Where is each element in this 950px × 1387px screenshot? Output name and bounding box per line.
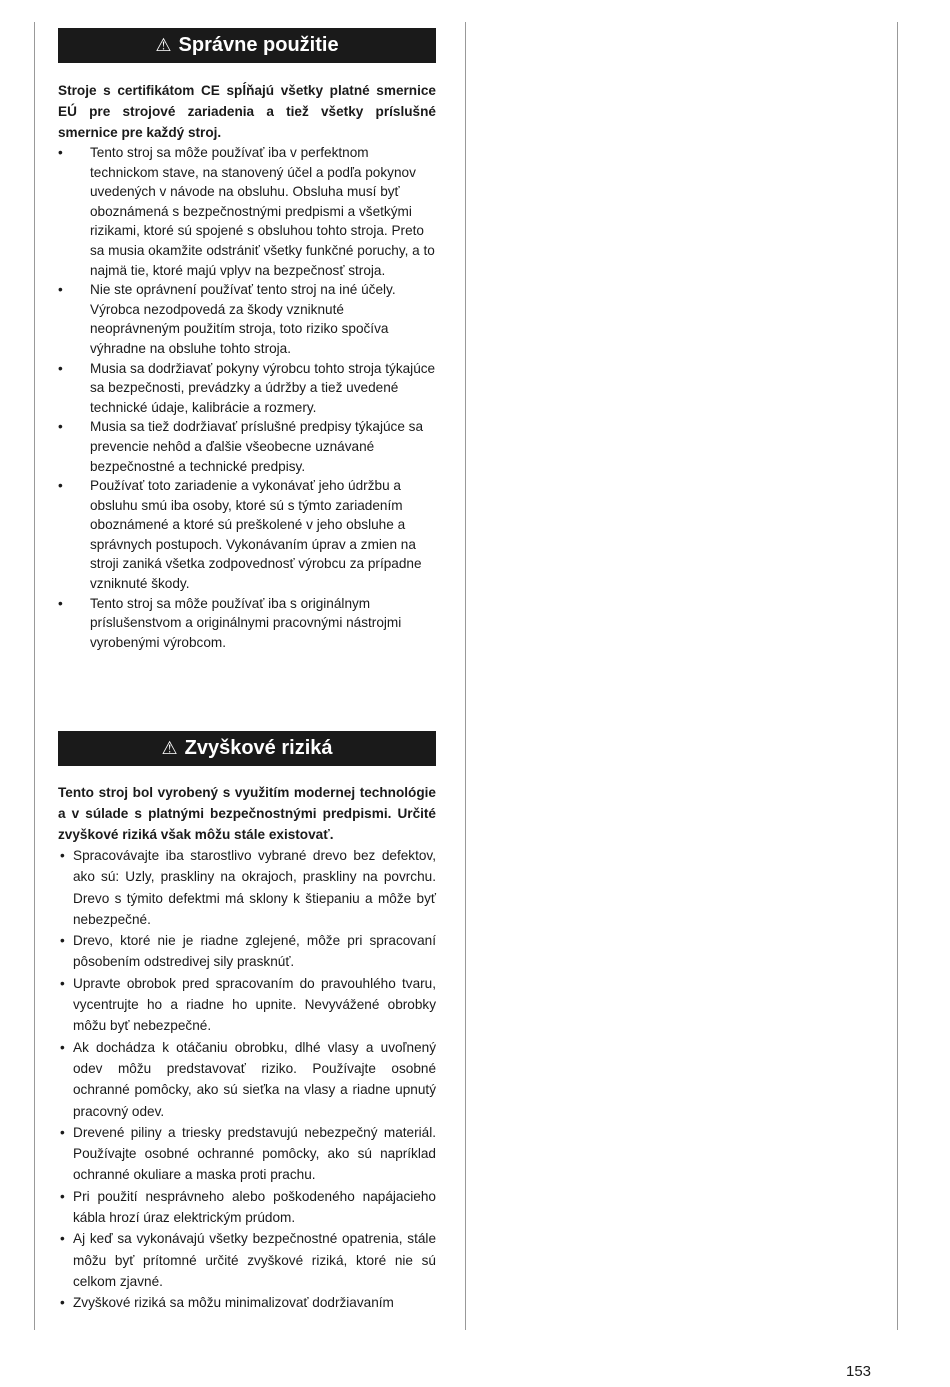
list-item: • Ak dochádza k otáčaniu obrobku, dlhé vlasy a uvoľnený odev môžu predstavovať riziko. Používajte osobné ochranné pomôcky, ako sú sieťka na vlasy a riadne upnutý pracovný odev. [58,1037,436,1122]
list-item: • Musia sa dodržiavať pokyny výrobcu tohto stroja týkajúce sa bezpečnosti, prevádzky a údržby a tiež uvedené technické údaje, kalibrácie a rozmery. [58,359,436,418]
column-divider-right [897,22,898,1330]
section-title: Zvyškové riziká [184,737,333,759]
bullet-list [58,143,436,652]
list-item: • Pri použití nesprávneho alebo poškodeného napájacieho kábla hrozí úraz elektrickým prúdom. [58,1186,436,1229]
section-intro: Stroje s certifikátom CE spĺňajú všetky platné smernice EÚ pre strojové zariadenia a tiež všetky príslušné smernice pre každý stroj. [58,83,436,140]
section-title: Správne použitie [178,34,339,56]
list-item: • Používať toto zariadenie a vykonávať jeho údržbu a obsluhu smú iba osoby, ktoré sú s týmto zariadením oboznámené a ktoré sú preškolené v jeho obsluhe a správnych postupoch. Vykonávaním úprav a zmien na stroji zaniká všetka zodpovednosť výrobcu za prípadne vzniknuté škody. [58,476,436,594]
section-header-residual-risks [58,731,436,766]
list-item: • Nie ste oprávnení používať tento stroj na iné účely. Výrobca nezodpovedá za škody vzniknuté neoprávneným použitím stroja, toto riziko spočíva výhradne na obsluhe tohto stroja. [58,280,436,358]
column-divider-left [34,22,35,1330]
section-residual-risks [58,731,436,1314]
warning-triangle-icon: ⚠ [161,738,178,758]
list-item: • Spracovávajte iba starostlivo vybrané drevo bez defektov, ako sú: Uzly, praskliny na okrajoch, praskliny na povrchu. Drevo s týmito defektmi má sklony k štiepaniu a môže byť nebezpečné. [58,845,436,930]
section-correct-use [58,28,436,652]
section-header-correct-use [58,28,436,63]
list-item: • Drevené piliny a triesky predstavujú nebezpečný materiál. Používajte osobné ochranné pomôcky, ako sú napríklad ochranné okuliare a maska proti prachu. [58,1122,436,1186]
page-number: 153 [846,1363,872,1380]
section-intro: Tento stroj bol vyrobený s využitím modernej technológie a v súlade s platnými bezpečnostnými predpismi. Určité zvyškové riziká však môžu stále existovať. [58,785,436,842]
list-item: • Zvyškové riziká sa môžu minimalizovať dodržiavaním [58,1292,436,1313]
bullet-list [58,845,436,1314]
list-item: • Tento stroj sa môže používať iba v perfektnom technickom stave, na stanovený účel a podľa pokynov uvedených v návode na obsluhu. Obsluha musí byť oboznámená s bezpečnostnými predpismi a všetkými rizikami, ktoré sú spojené s obsluhou tohto stroja. Preto sa musia okamžite odstrániť všetky funkčné poruchy, a to najmä tie, ktoré majú vplyv na bezpečnosť stroja. [58,143,436,280]
list-item: • Musia sa tiež dodržiavať príslušné predpisy týkajúce sa prevencie nehôd a ďalšie všeobecne uznávané bezpečnostné a technické predpisy. [58,417,436,476]
warning-triangle-icon: ⚠ [155,35,172,55]
column-divider-middle [465,22,466,1330]
list-item: • Drevo, ktoré nie je riadne zglejené, môže pri spracovaní pôsobením odstredivej sily prasknúť. [58,930,436,973]
list-item: • Tento stroj sa môže používať iba s originálnym príslušenstvom a originálnymi pracovnými nástrojmi vyrobenými výrobcom. [58,594,436,653]
list-item: • Aj keď sa vykonávajú všetky bezpečnostné opatrenia, stále môžu byť prítomné určité zvyškové riziká, ktoré nie sú celkom zjavné. [58,1228,436,1292]
list-item: • Upravte obrobok pred spracovaním do pravouhlého tvaru, vycentrujte ho a riadne ho upnite. Nevyvážené obrobky môžu byť nebezpečné. [58,973,436,1037]
